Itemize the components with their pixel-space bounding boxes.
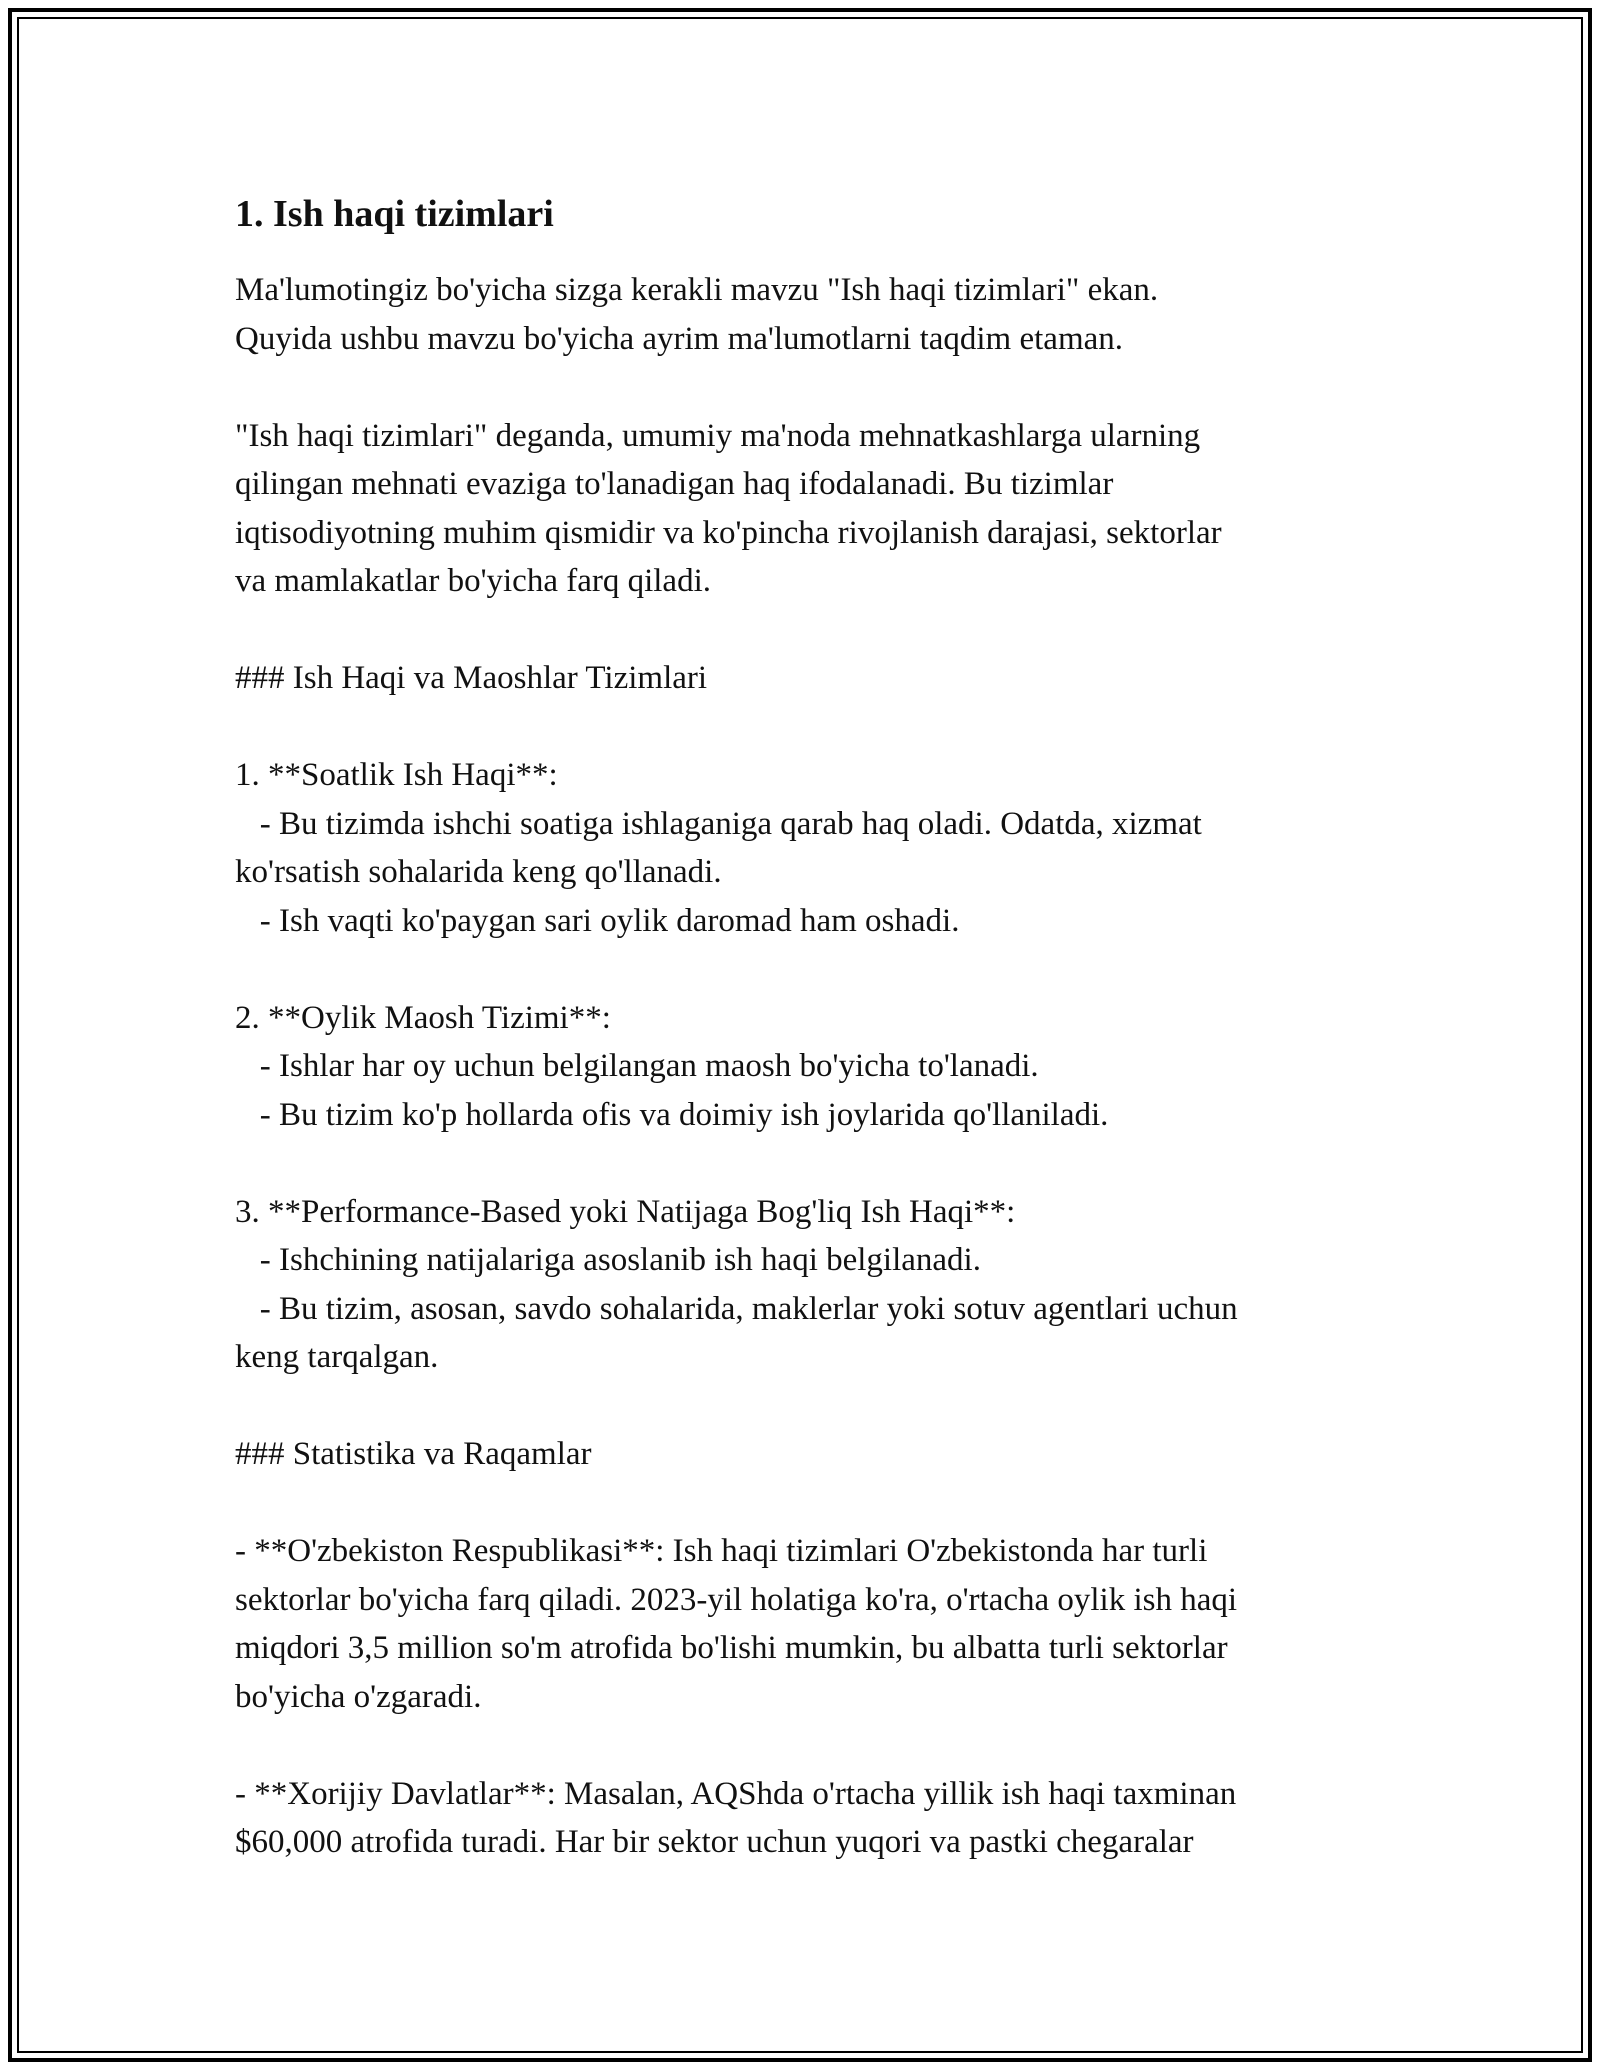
list-item-performance-based: 3. **Performance-Based yoki Natijaga Bog'liq Ish Haqi**: - Ishchining natijalariga asoslanib ish haqi belgilanadi. - Bu tizim, asosan, savdo sohalarida, maklerlar yoki sotuv agentlari uchun keng tarqalgan. bbox=[235, 1193, 1238, 1375]
stat-foreign-countries-paragraph: - **Xorijiy Davlatlar**: Masalan, AQShda o'rtacha yillik ish haqi taxminan $60,000 atrofida turadi. Har bir sektor uchun yuqori va pastki chegaralar bbox=[235, 1775, 1237, 1860]
document-body bbox=[235, 188, 1375, 1867]
section-heading-wage-systems: ### Ish Haqi va Maoshlar Tizimlari bbox=[235, 660, 708, 696]
stat-uzbekistan-paragraph: - **O'zbekiston Respublikasi**: Ish haqi tizimlari O'zbekistonda har turli sektorlar bo'yicha farq qiladi. 2023-yil holatiga ko'ra, o'rtacha oylik ish haqi miqdori 3,5 million so'm atrofida bo'lishi mumkin, bu albatta turli sektorlar bo'yicha o'zgaradi. bbox=[235, 1533, 1238, 1715]
section-heading-statistics: ### Statistika va Raqamlar bbox=[235, 1436, 592, 1472]
intro-paragraph: Ma'lumotingiz bo'yicha sizga kerakli mavzu "Ish haqi tizimlari" ekan. Quyida ushbu mavzu bo'yicha ayrim ma'lumotlarni taqdim etaman. bbox=[235, 272, 1159, 357]
list-item-hourly-wage: 1. **Soatlik Ish Haqi**: - Bu tizimda ishchi soatiga ishlaganiga qarab haq oladi. Odatda, xizmat ko'rsatish sohalarida keng qo'llanadi. - Ish vaqti ko'paygan sari oylik daromad ham oshadi. bbox=[235, 757, 1202, 939]
definition-paragraph: "Ish haqi tizimlari" deganda, umumiy ma'noda mehnatkashlarga ularning qilingan mehnati evaziga to'lanadigan haq ifodalanadi. Bu tizimlar iqtisodiyotning muhim qismidir va ko'pincha rivojlanish darajasi, sektorlar va mamlakatlar bo'yicha farq qiladi. bbox=[235, 417, 1222, 599]
document-title: 1. Ish haqi tizimlari bbox=[235, 193, 554, 235]
list-item-monthly-salary: 2. **Oylik Maosh Tizimi**: - Ishlar har oy uchun belgilangan maosh bo'yicha to'lanadi. - Bu tizim ko'p hollarda ofis va doimiy ish joylarida qo'llaniladi. bbox=[235, 999, 1109, 1133]
